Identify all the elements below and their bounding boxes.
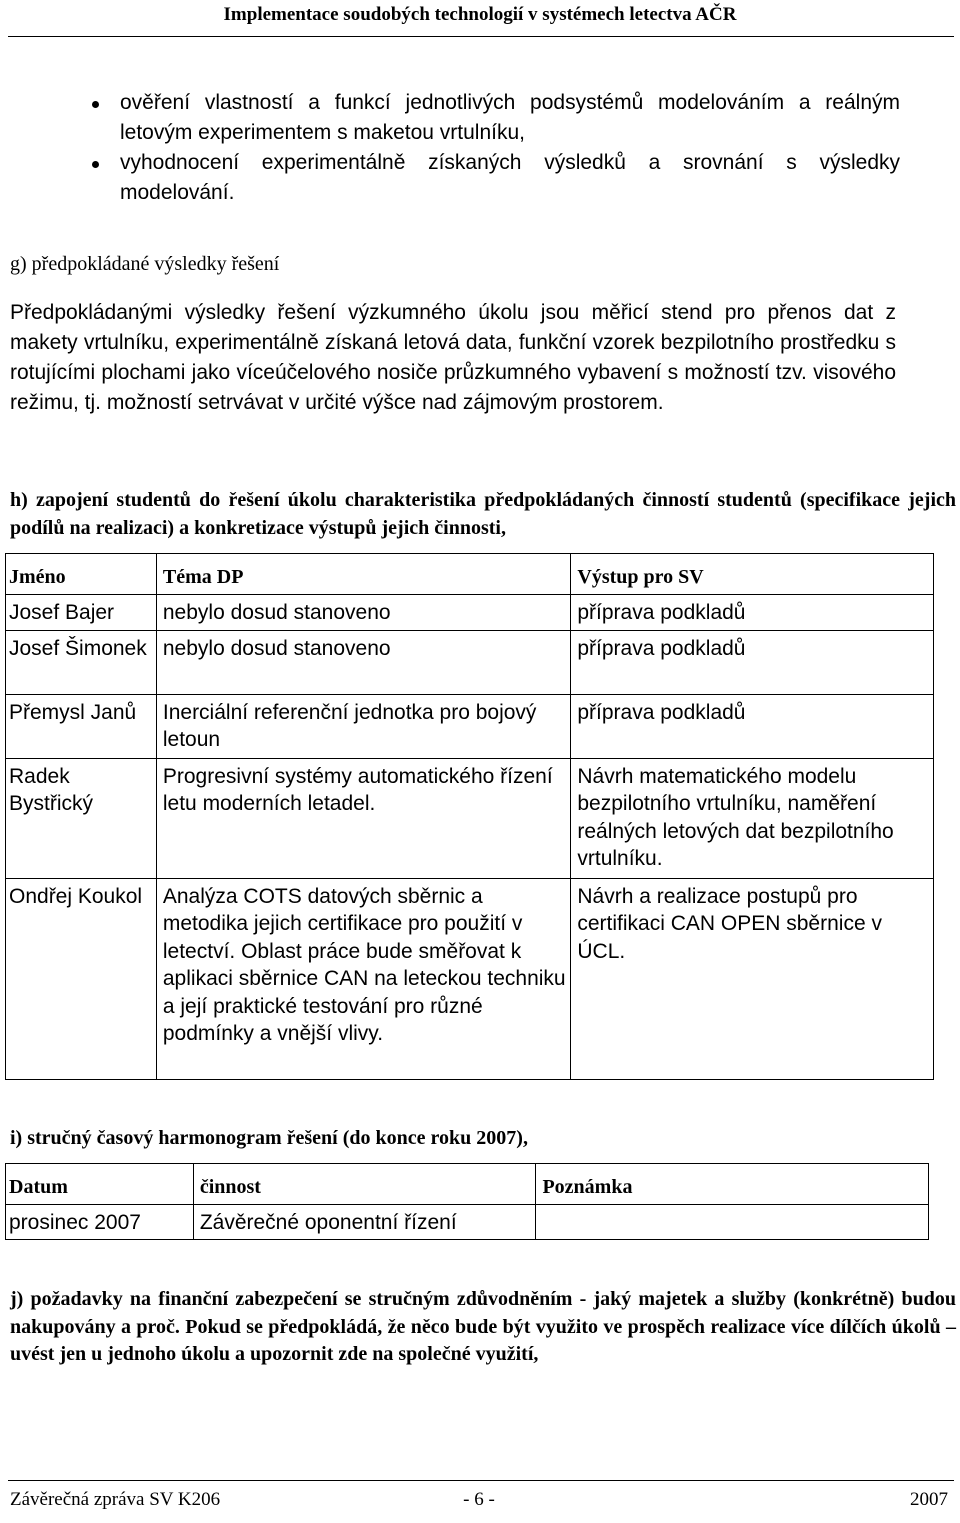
table-row — [6, 594, 934, 630]
section-g-text: Předpokládanými výsledky řešení výzkumného úkolu jsou měřicí stend pro přenos dat z makety vrtulníku, experimentálně získaná letová data, funkční vzorek bezpilotního prostředku s rotujícími plochami jako víceúčelového nosiče průzkumného vybavení s možností tzv. visového režimu, tj. možností setrvávat v určité výšce nad zájmovým prostorem. — [10, 301, 896, 414]
schedule-note — [536, 1204, 929, 1239]
section-j-heading: j) požadavky na finanční zabezpečení se stručným zdůvodněním - jaký majetek a služby (konkrétně) budou nakupovány a proč. Pokud se předpokládá, že něco bude být využito ve prospěch realizace více dílčích úkolů – uvést jen u jednoho úkolu a upozornit zde na společné využití, — [10, 1288, 956, 1365]
footer-divider — [8, 1480, 954, 1481]
column-header-output: Výstup pro SV — [571, 554, 934, 595]
thesis-topic: Inerciální referenční jednotka pro bojový letoun — [156, 694, 571, 758]
student-name: Přemysl Janů — [6, 694, 157, 758]
schedule-date: prosinec 2007 — [6, 1204, 194, 1239]
table-row — [6, 1204, 929, 1239]
column-header-activity: činnost — [193, 1164, 536, 1205]
thesis-topic: Analýza COTS datových sběrnic a metodika jejich certifikace pro použití v letectví. Oblast práce bude směřovat k aplikaci sběrnice CAN na leteckou techniku a její praktické testování pro různé podmínky a vnější vlivy. — [156, 878, 571, 1079]
table-row — [6, 694, 934, 758]
schedule-table-header — [6, 1164, 929, 1205]
section-i-heading: i) stručný časový harmonogram řešení (do konce roku 2007), — [10, 1127, 528, 1149]
student-name: Ondřej Koukol — [6, 878, 157, 1079]
students-table — [5, 553, 934, 1080]
schedule-activity: Závěrečné oponentní řízení — [193, 1204, 536, 1239]
thesis-topic: Progresivní systémy automatického řízení letu moderních letadel. — [156, 758, 571, 878]
column-header-name: Jméno — [6, 554, 157, 595]
footer-page-number: - 6 - — [463, 1489, 495, 1510]
table-row — [6, 758, 934, 878]
column-header-note: Poznámka — [536, 1164, 929, 1205]
students-table-header — [6, 554, 934, 595]
section-j — [10, 1286, 956, 1369]
column-header-topic: Téma DP — [156, 554, 571, 595]
bullet-item — [10, 88, 900, 148]
table-row — [6, 630, 934, 694]
section-h — [10, 486, 956, 542]
page-header-title: Implementace soudobých technologií v systémech letectva AČR — [223, 4, 737, 25]
bullet-icon — [92, 101, 99, 108]
table-row — [6, 878, 934, 1079]
student-output: příprava podkladů — [571, 694, 934, 758]
student-output: příprava podkladů — [571, 630, 934, 694]
student-output: Návrh matematického modelu bezpilotního vrtulníku, naměření reálných letových dat bezpilotního vrtulníku. — [571, 758, 934, 878]
bullet-icon — [92, 161, 99, 168]
footer-report-name: Závěrečná zpráva SV K206 — [10, 1489, 221, 1510]
section-g-heading: g) předpokládané výsledky řešení — [10, 253, 280, 275]
student-name: Radek Bystřický — [6, 758, 157, 878]
section-i — [10, 1124, 956, 1152]
student-name: Josef Šimonek — [6, 630, 157, 694]
header-divider — [8, 36, 954, 37]
column-header-date: Datum — [6, 1164, 194, 1205]
bullet-text: vyhodnocení experimentálně získaných výsledků a srovnání s výsledky modelování. — [120, 151, 900, 204]
schedule-table — [5, 1163, 929, 1240]
student-output: Návrh a realizace postupů pro certifikaci CAN OPEN sběrnice v ÚCL. — [571, 878, 934, 1079]
footer-year: 2007 — [910, 1489, 948, 1510]
thesis-topic: nebylo dosud stanoveno — [156, 630, 571, 694]
thesis-topic: nebylo dosud stanoveno — [156, 594, 571, 630]
bullet-list — [10, 88, 900, 208]
student-output: příprava podkladů — [571, 594, 934, 630]
section-h-heading: h) zapojení studentů do řešení úkolu charakteristika předpokládaných činností studentů (specifikace jejich podílů na realizaci) a konkretizace výstupů jejich činnosti, — [10, 489, 956, 539]
section-g — [10, 250, 956, 418]
bullet-item — [10, 148, 900, 208]
bullet-text: ověření vlastností a funkcí jednotlivých podsystémů modelováním a reálným letovým experimentem s maketou vrtulníku, — [120, 91, 900, 144]
student-name: Josef Bajer — [6, 594, 157, 630]
